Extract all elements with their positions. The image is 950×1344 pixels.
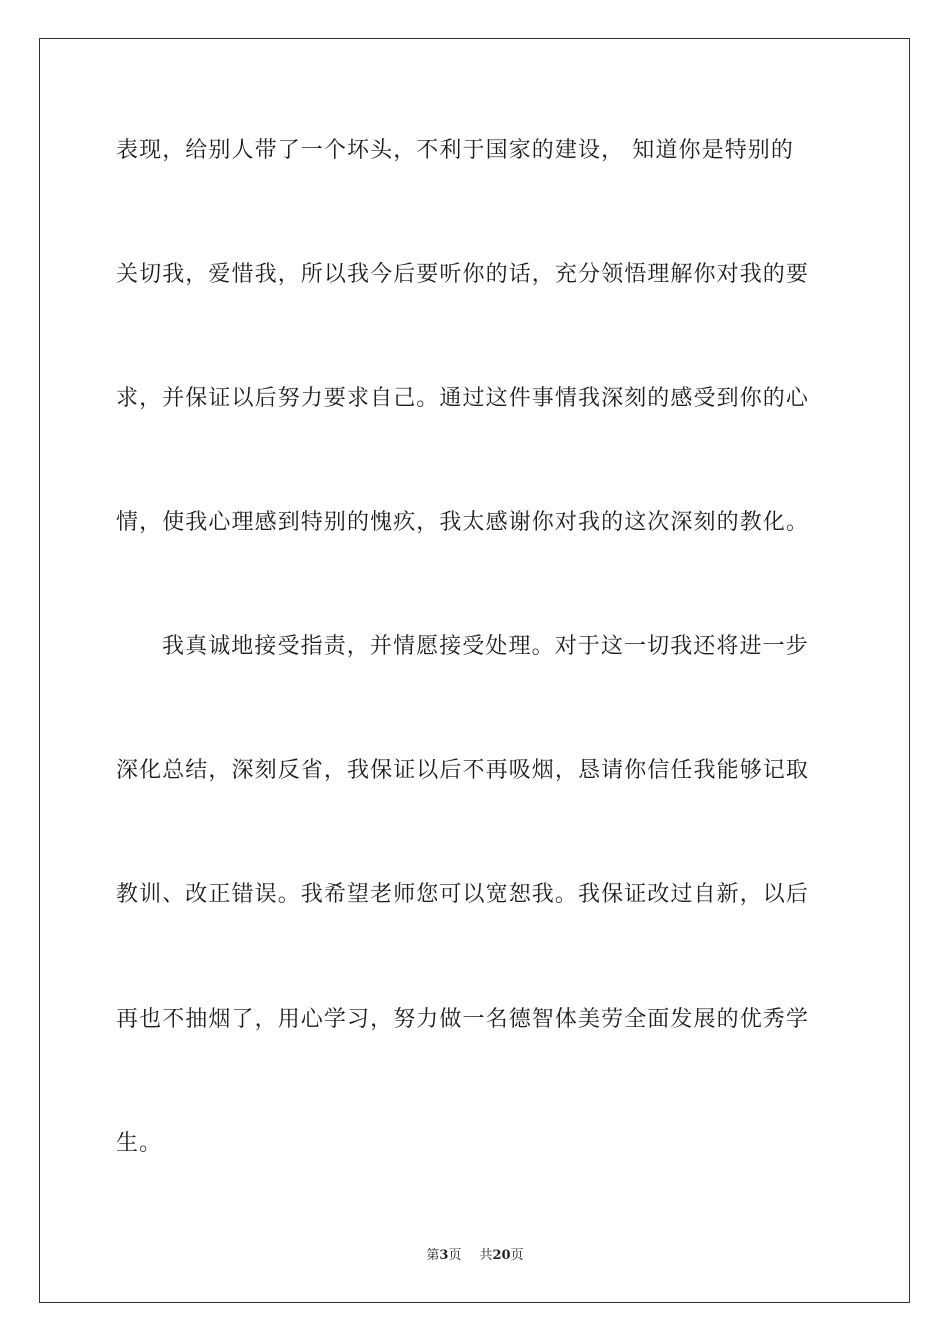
total-pages: 20 <box>492 1248 511 1263</box>
page-number: 3 <box>439 1248 449 1263</box>
page-footer <box>0 1247 950 1265</box>
text-line: 关切我，爱惜我，所以我今后要听你的话，充分领悟理解你对我的要 <box>116 262 810 287</box>
text-line: 深化总结，深刻反省，我保证以后不再吸烟，恳请你信任我能够记取 <box>116 758 810 783</box>
page-suffix: 页 <box>448 1248 462 1263</box>
text-line: 生。 <box>116 1131 163 1156</box>
total-prefix: 共 <box>479 1248 493 1263</box>
total-suffix: 页 <box>510 1248 524 1263</box>
text-line: 求，并保证以后努力要求自己。通过这件事情我深刻的感受到你的心 <box>116 386 810 411</box>
text-line: 情，使我心理感到特别的愧疚，我太感谢你对我的这次深刻的教化。 <box>116 510 810 535</box>
text-line: 表现，给别人带了一个坏头，不利于国家的建设， 知道你是特别的 <box>116 138 794 163</box>
text-line: 教训、改正错误。我希望老师您可以宽恕我。我保证改过自新，以后 <box>116 882 810 907</box>
text-line: 再也不抽烟了，用心学习，努力做一名德智体美劳全面发展的优秀学 <box>116 1007 810 1032</box>
page-prefix: 第 <box>426 1248 440 1263</box>
paragraph-first-line: 我真诚地接受指责，并情愿接受处理。对于这一切我还将进一步 <box>162 634 809 659</box>
